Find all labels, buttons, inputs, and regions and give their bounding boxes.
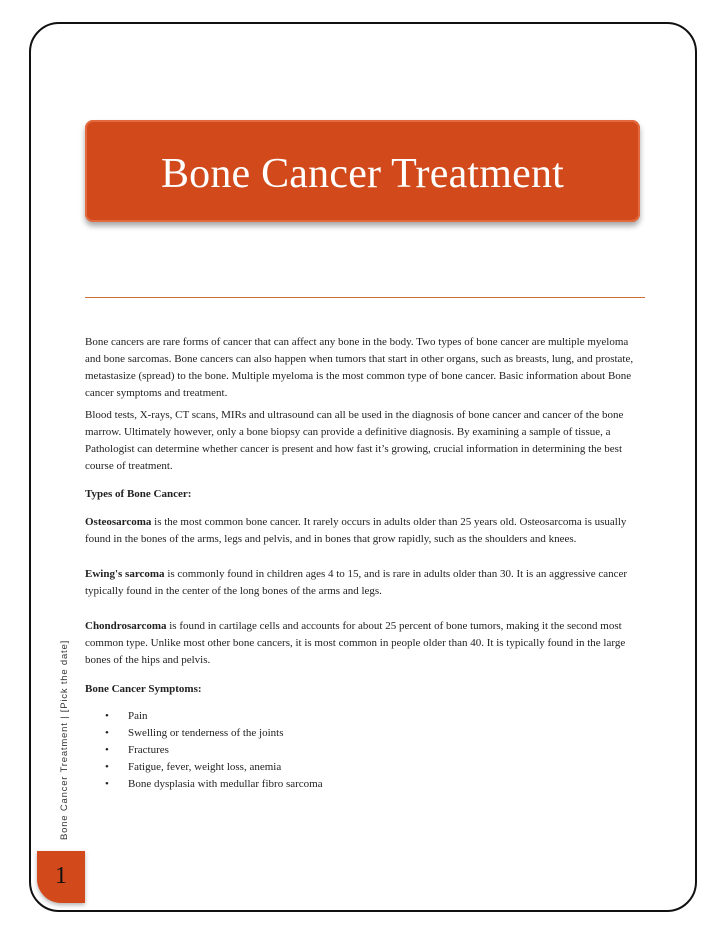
type-name: Ewing's sarcoma <box>85 568 165 580</box>
type-description: is found in cartilage cells and accounts for about 25 percent of bone tumors, making it the second most common type. Unlike most other bone cancers, it is most common in people older than 40. It is typically found in the large bones of the hips and pelvis. <box>85 620 626 666</box>
type-description: is the most common bone cancer. It rarely occurs in adults older than 25 years old. Osteosarcoma is usually found in the bones of the arms, legs and pelvis, and in bones that grow rapidly, such as the shoulders and knees. <box>85 516 627 545</box>
list-item: • Fractures <box>85 742 641 759</box>
types-heading: Types of Bone Cancer: <box>85 488 192 500</box>
type-description: is commonly found in children ages 4 to 15, and is rare in adults older than 30. It is an aggressive cancer typically found in the center of the long bones of the arms and legs. <box>85 568 628 597</box>
type-name: Osteosarcoma <box>85 516 152 528</box>
document-body <box>85 334 641 793</box>
page-number: 1 <box>55 863 67 889</box>
type-chondrosarcoma <box>85 618 641 669</box>
list-item: • Pain <box>85 708 641 725</box>
page-title: Bone Cancer Treatment <box>160 151 565 197</box>
symptoms-list <box>85 708 641 793</box>
type-ewings-sarcoma <box>85 566 641 600</box>
list-item: • Fatigue, fever, weight loss, anemia <box>85 759 641 776</box>
type-name: Chondrosarcoma <box>85 620 167 632</box>
intro-paragraph: Bone cancers are rare forms of cancer that can affect any bone in the body. Two types of bone cancer are multiple myeloma and bone sarcomas. Bone cancers can also happen when tumors that start in other organs, such as breasts, lung, and prostate, metastasize (spread) to the bone. Multiple myeloma is the most common type of bone cancer. Basic information about Bone cancer symptoms and treatment. <box>85 336 634 399</box>
list-item: • Bone dysplasia with medullar fibro sarcoma <box>85 776 641 793</box>
symptoms-heading: Bone Cancer Symptoms: <box>85 683 202 695</box>
page-number-badge <box>37 851 85 903</box>
type-osteosarcoma <box>85 514 641 548</box>
list-item: • Swelling or tenderness of the joints <box>85 725 641 742</box>
header-divider <box>85 297 645 298</box>
title-banner <box>85 120 640 222</box>
sidebar-caption: Bone Cancer Treatment | [Pick the date] <box>59 639 70 840</box>
diagnosis-paragraph: Blood tests, X-rays, CT scans, MIRs and ultrasound can all be used in the diagnosis of bone cancer and cancer of the bone marrow. Ultimately however, only a bone biopsy can provide a definitive diagnosis. By examining a sample of tissue, a Pathologist can determine whether cancer is present and how fast it’s growing, crucial information in determining the best course of treatment. <box>85 409 624 472</box>
